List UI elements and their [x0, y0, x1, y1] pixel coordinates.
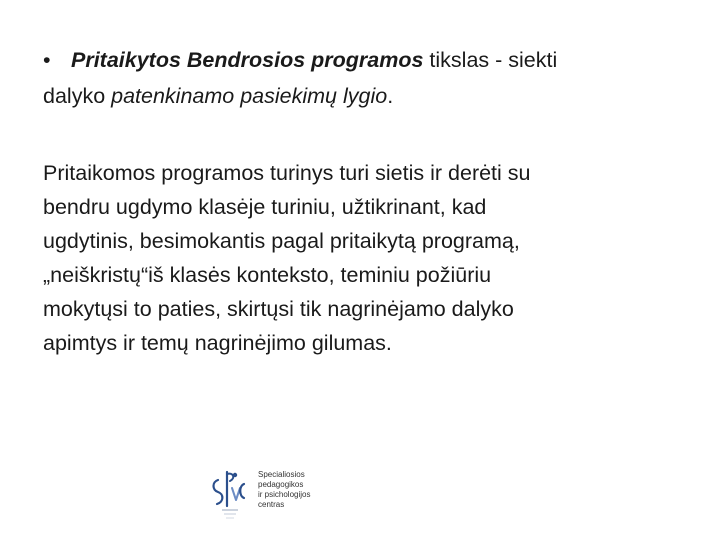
body-line: ugdytinis, besimokantis pagal pritaikytą programą, — [43, 229, 520, 253]
body-line: „neiškristų“iš klasės konteksto, teminiu požiūriu — [43, 263, 492, 287]
organization-logo — [208, 466, 318, 522]
bullet-text: tikslas - siekti — [423, 48, 558, 72]
body-line: mokytųsi to paties, skirtųsi tik nagrinėjamo dalyko — [43, 297, 514, 321]
body-line: apimtys ir temų nagrinėjimo gilumas. — [43, 331, 392, 355]
logo-text-line: ir psichologijos — [258, 490, 311, 499]
bullet-paragraph — [43, 42, 693, 114]
bullet-term: Pritaikytos Bendrosios programos — [71, 48, 424, 72]
logo-text-line: Specialiosios — [258, 470, 305, 479]
logo-mark-icon — [208, 466, 254, 522]
logo-text — [258, 470, 310, 510]
logo-text-line: pedagogikos — [258, 480, 304, 489]
logo-text-line: centras — [258, 500, 285, 509]
body-line: Pritaikomos programos turinys turi sietis ir derėti su — [43, 161, 531, 185]
body-paragraph — [43, 156, 703, 360]
bullet-line2-end: . — [387, 84, 394, 108]
bullet-line2-text: dalyko — [43, 84, 112, 108]
body-line: bendru ugdymo klasėje turiniu, užtikrinant, kad — [43, 195, 487, 219]
bullet-symbol: • — [43, 48, 51, 72]
bullet-line2-italic: patenkinamo pasiekimų lygio — [111, 84, 388, 108]
